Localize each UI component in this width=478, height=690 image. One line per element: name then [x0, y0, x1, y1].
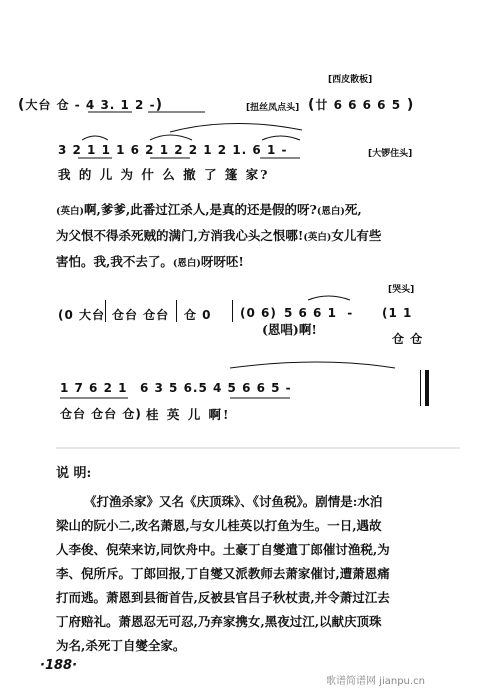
explanation-line: 打而逃。萧恩到县衙首告,反被县官吕子秋杖责,并令萧过江去: [56, 590, 390, 605]
banzi-label-daluo: [大锣住头]: [368, 149, 413, 159]
banzi-label-niusi: [扭丝凤点头]: [246, 103, 300, 113]
dialogue-line-3: 害怕。我,我不去了。(恩白)呀呀呸!: [56, 254, 244, 269]
score-row3-phrase2: 仓台 仓台: [112, 308, 170, 322]
explanation-line: 《打渔杀家》又名《庆顶珠》、《讨鱼税》。剧情是:水泊: [84, 494, 383, 509]
explanation-text: [56, 490, 390, 658]
score-row3-right-top: (1 1: [382, 306, 413, 320]
score-row4-under: 仓台 仓台 仓): [60, 407, 142, 421]
dialogue-line-2: 为父恨不得杀死贼的满门,方消我心头之恨哪!(英白)女儿有些: [56, 228, 382, 243]
explanation-line: 人李俊、倪荣来访,同饮舟中。土豪丁自燮遣丁郎催讨渔税,为: [56, 542, 390, 557]
score-row1-phrase1: (大台 仓 - 4 3. 1 2 -): [18, 97, 163, 113]
score-row4-notes2: 6 3 5 6.5 4 5 6 6 5 -: [140, 381, 292, 395]
banzi-label-kutou: [哭头]: [388, 285, 415, 295]
sung-marker: (恩唱)啊!: [262, 322, 317, 337]
explanation-line: 李、倪所斥。丁郎回报,丁自燮又派教师去萧家催讨,遭萧恩痛: [56, 566, 390, 581]
score-row3-phrase3: 仓 0: [184, 308, 212, 322]
dialogue-line-1: (英白)啊,爹爹,此番过江杀人,是真的还是假的呀?(恩白)死,: [56, 202, 362, 217]
score-row4-notes: 1 7 6 2 1: [60, 381, 128, 395]
score-row3-right-bottom: 仓 仓: [392, 332, 424, 346]
page-number: ·188·: [40, 658, 78, 673]
lyrics-row2: 我 的 儿 为 什 么 撤 了 篷 家?: [58, 167, 270, 182]
explanation-line: 梁山的阮小二,改名萧恩,与女儿桂英以打鱼为生。一日,遇故: [56, 518, 382, 533]
watermark: 歌谱简谱网 jianpu.cn: [326, 676, 425, 687]
score-row3-phrase4: (0 6): [240, 306, 277, 320]
banzi-label-xipi: [西皮散板]: [328, 75, 373, 85]
lyrics-row4: 桂 英 儿 啊!: [146, 407, 231, 422]
explanation-line: 丁府赔礼。萧恩忍无可忍,乃弃家携女,黑夜过江,以献庆顶珠: [56, 614, 382, 629]
score-row3-phrase5: 5 6 6 1 -: [284, 306, 354, 320]
score-row1-phrase2: (廿 6 6 6 6 5 ): [308, 97, 415, 113]
score-row3-phrase1: (0 大台: [58, 308, 106, 322]
score-row2-notes: 3 2 1 1 1 6 2 1 2 2 1 2 1. 6 1 -: [58, 143, 288, 157]
explanation-heading: 说 明:: [56, 466, 92, 481]
explanation-line: 为名,杀死丁自燮全家。: [56, 638, 186, 653]
